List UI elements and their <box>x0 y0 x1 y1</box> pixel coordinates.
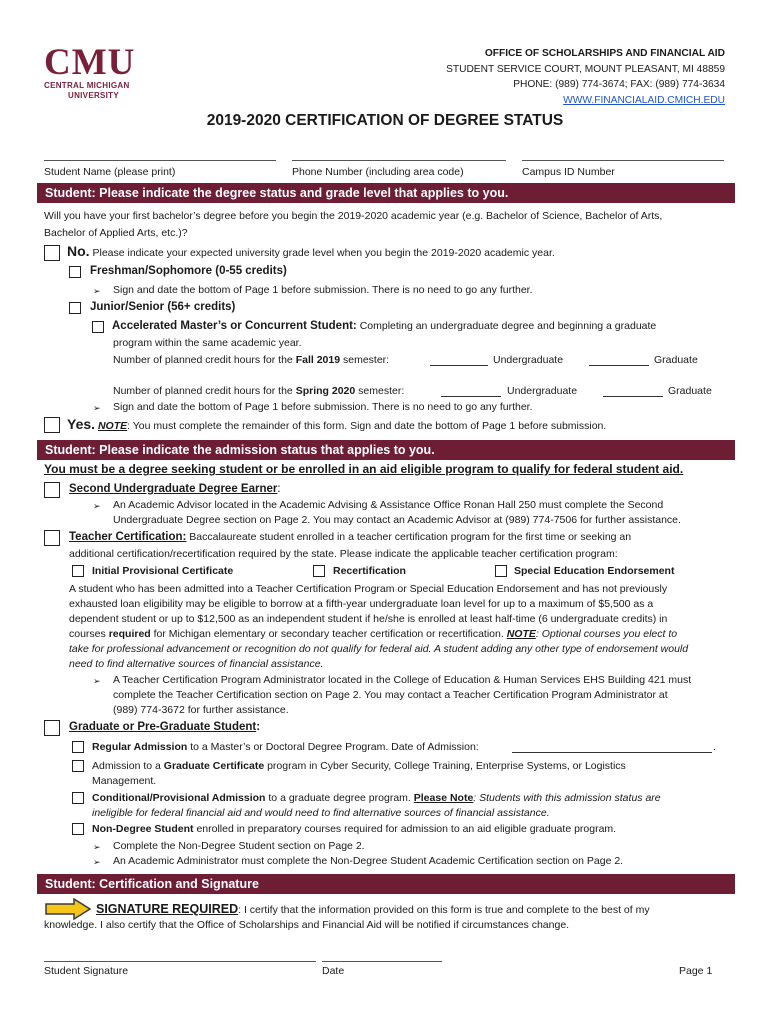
teacher-para-line4 <box>69 627 677 642</box>
spring-graduate-input[interactable] <box>603 386 663 397</box>
teacher-cert-row <box>69 530 631 545</box>
special-ed-label: Special Education Endorsement <box>514 565 675 577</box>
teacher-para-note: NOTE <box>506 628 536 640</box>
spring-term: Spring 2020 <box>295 385 356 397</box>
teacher-cert-text: Baccalaureate student enrolled in a teacher certification program for the first time or seeking an <box>189 531 632 543</box>
yes-row <box>67 417 606 434</box>
signature-required-text: : I certify that the information provided on this form is true and complete to the best of my <box>238 904 650 916</box>
section-header-admission-status: Student: Please indicate the admission status that applies to you. <box>37 440 735 460</box>
office-address: STUDENT SERVICE COURT, MOUNT PLEASANT, MI 48859 <box>446 63 725 75</box>
yes-note-label: NOTE <box>97 420 128 432</box>
form-title: 2019-2020 CERTIFICATION OF DEGREE STATUS <box>206 112 564 129</box>
arrow-bullet-icon: ➢ <box>93 857 101 867</box>
fall-credits-row <box>113 353 389 368</box>
page-number: Page 1 <box>679 965 713 977</box>
teacher-cert-label: Teacher Certification: <box>69 531 187 543</box>
recertification-label: Recertification <box>333 565 406 577</box>
graduate-certificate-text-line2: Management. <box>92 775 157 787</box>
teacher-para-l4c: for Michigan elementary or secondary teacher certification or recertification. <box>153 628 504 640</box>
teacher-para-l4a: courses <box>69 628 106 640</box>
no-row <box>67 244 555 261</box>
section-header-certification: Student: Certification and Signature <box>37 874 735 894</box>
freshman-note: Sign and date the bottom of Page 1 before submission. There is no need to go any further. <box>113 284 533 296</box>
yes-checkbox[interactable] <box>44 417 60 433</box>
conditional-admission-row <box>92 791 661 806</box>
signature-date-label: Date <box>322 965 345 977</box>
teacher-admin-line1: A Teacher Certification Program Administrator located in the College of Education & Human Services EHS Building 421 must <box>113 674 692 686</box>
spring-undergraduate-input[interactable] <box>441 386 501 397</box>
signature-date-field[interactable] <box>322 961 442 962</box>
fall-undergraduate-label: Undergraduate <box>493 354 564 366</box>
arrow-bullet-icon: ➢ <box>93 842 101 852</box>
fall-graduate-label: Graduate <box>654 354 698 366</box>
conditional-note-text: : Students with this admission status are <box>473 792 661 804</box>
fall-graduate-input[interactable] <box>589 355 649 366</box>
fall-undergraduate-input[interactable] <box>430 355 488 366</box>
teacher-admin-line3: (989) 774-3672 for further assistance. <box>113 704 289 716</box>
accelerated-label: Accelerated Master’s or Concurrent Student: <box>112 320 357 332</box>
conditional-note-text-line2: ineligible for federal financial aid and would need to find alternative sources of financial assistance. <box>92 807 550 819</box>
second-ug-checkbox[interactable] <box>44 482 60 498</box>
student-signature-field[interactable] <box>44 961 316 962</box>
teacher-cert-text-line2: additional certification/recertification required by the state. Please indicate the applicable teacher certification program: <box>69 548 618 560</box>
accelerated-row <box>112 319 656 334</box>
degree-question-line1: Will you have your first bachelor’s degree before you begin the 2019-2020 academic year (e.g. Bachelor of Science, Bachelor of Arts, <box>44 210 663 222</box>
teacher-para-line3: dependent student or up to $12,500 as an independent student if he/she is enrolled at least half-time (6 undergraduate credits) in <box>69 613 668 625</box>
phone-label: Phone Number (including area code) <box>292 166 464 178</box>
no-text: Please indicate your expected university grade level when you begin the 2019-2020 academic year. <box>92 247 555 259</box>
initial-provisional-checkbox[interactable] <box>72 565 84 577</box>
graduate-certificate-prefix: Admission to a <box>92 760 161 772</box>
no-checkbox[interactable] <box>44 245 60 261</box>
graduate-certificate-label: Graduate Certificate <box>163 760 265 772</box>
freshman-label: Freshman/Sophomore (0-55 credits) <box>90 265 287 277</box>
spring-undergraduate-label: Undergraduate <box>507 385 578 397</box>
student-signature-label: Student Signature <box>44 965 129 977</box>
logo-line2: UNIVERSITY <box>68 91 120 100</box>
second-ug-label: Second Undergraduate Degree Earner <box>69 483 278 495</box>
junior-checkbox[interactable] <box>69 302 81 314</box>
non-degree-row <box>92 822 616 837</box>
special-ed-checkbox[interactable] <box>495 565 507 577</box>
graduate-checkbox[interactable] <box>44 720 60 736</box>
cmu-logo <box>44 44 144 101</box>
spring-graduate-label: Graduate <box>668 385 712 397</box>
non-degree-note1: Complete the Non-Degree Student section on Page 2. <box>113 840 365 852</box>
second-ug-note-line1: An Academic Advisor located in the Academic Advising & Assistance Office Ronan Hall 250 must complete the Second <box>113 499 664 511</box>
fall-term: Fall 2019 <box>295 354 341 366</box>
admission-date-period: . <box>713 741 716 753</box>
office-phone: PHONE: (989) 774-3674; FAX: (989) 774-3634 <box>513 79 725 90</box>
yellow-arrow-icon <box>44 898 92 920</box>
campus-id-field[interactable] <box>522 160 724 161</box>
junior-note: Sign and date the bottom of Page 1 before submission. There is no need to go any further. <box>113 401 533 413</box>
regular-admission-label: Regular Admission <box>92 741 188 753</box>
graduate-certificate-text: program in Cyber Security, College Training, Enterprise Systems, or Logistics <box>267 760 626 772</box>
logo-line1: CENTRAL MICHIGAN <box>44 81 130 90</box>
non-degree-note2: An Academic Administrator must complete the Non-Degree Student Academic Certification section on Page 2. <box>113 855 624 867</box>
aid-requirement: You must be a degree seeking student or be enrolled in an aid eligible program to qualify for federal student aid. <box>44 462 684 476</box>
no-label: No. <box>67 243 90 259</box>
conditional-admission-text: to a graduate degree program. <box>268 792 411 804</box>
regular-admission-row <box>92 740 479 755</box>
signature-required-label: SIGNATURE REQUIRED <box>96 902 239 916</box>
recertification-checkbox[interactable] <box>313 565 325 577</box>
arrow-bullet-icon: ➢ <box>93 501 101 511</box>
initial-provisional-label: Initial Provisional Certificate <box>92 565 234 577</box>
second-ug-row: Second Undergraduate Degree Earner: <box>69 483 281 495</box>
teacher-para-l4d: : Optional courses you elect to <box>535 628 678 640</box>
accelerated-text-line2: program within the same academic year. <box>113 337 302 349</box>
conditional-note-label: Please Note <box>413 792 474 804</box>
admission-date-input[interactable] <box>512 742 712 753</box>
graduate-row: Graduate or Pre-Graduate Student: <box>69 721 261 733</box>
junior-label: Junior/Senior (56+ credits) <box>90 301 236 313</box>
graduate-certificate-checkbox[interactable] <box>72 760 84 772</box>
regular-admission-checkbox[interactable] <box>72 741 84 753</box>
teacher-para-line6: need to find alternative sources of financial assistance. <box>69 658 324 670</box>
signature-required-row <box>96 902 650 918</box>
fall-prefix: Number of planned credit hours for the <box>113 354 293 366</box>
campus-id-label: Campus ID Number <box>522 166 615 178</box>
non-degree-label: Non-Degree Student <box>92 823 194 835</box>
arrow-bullet-icon: ➢ <box>93 403 101 413</box>
conditional-admission-label: Conditional/Provisional Admission <box>92 792 266 804</box>
degree-question-line2: Bachelor of Applied Arts, etc.)? <box>44 227 188 239</box>
yes-note-text: : You must complete the remainder of this form. Sign and date the bottom of Page 1 before submission. <box>127 420 607 432</box>
teacher-cert-checkbox[interactable] <box>44 530 60 546</box>
fall-suffix: semester: <box>343 354 390 366</box>
student-name-label: Student Name (please print) <box>44 166 176 178</box>
teacher-para-line1: A student who has been admitted into a Teacher Certification Program or Special Education Endorsement and has not previously <box>69 583 668 595</box>
student-name-field[interactable] <box>44 160 276 161</box>
regular-admission-text: to a Master’s or Doctoral Degree Program. Date of Admission: <box>190 741 479 753</box>
office-name: OFFICE OF SCHOLARSHIPS AND FINANCIAL AID <box>484 48 725 59</box>
arrow-bullet-icon: ➢ <box>93 286 101 296</box>
teacher-para-l4b: required <box>108 628 151 640</box>
freshman-checkbox[interactable] <box>69 266 81 278</box>
phone-field[interactable] <box>292 160 506 161</box>
office-website-link[interactable]: WWW.FINANCIALAID.CMICH.EDU <box>563 94 725 106</box>
graduate-label: Graduate or Pre-Graduate Student <box>69 721 257 733</box>
logo-wordmark: CMU <box>44 42 136 83</box>
spring-credits-row <box>113 384 404 399</box>
teacher-admin-line2: complete the Teacher Certification section on Page 2. You may contact a Teacher Certification Program Administrator at <box>113 689 668 701</box>
signature-text-line2: knowledge. I also certify that the Office of Scholarships and Financial Aid will be notified if circumstances change. <box>44 919 570 931</box>
office-header <box>446 46 725 108</box>
spring-prefix: Number of planned credit hours for the <box>113 385 293 397</box>
accelerated-checkbox[interactable] <box>92 321 104 333</box>
conditional-admission-checkbox[interactable] <box>72 792 84 804</box>
second-ug-note-line2: Undergraduate Degree section on Page 2. You may contact an Academic Advisor at (989) 774-7506 for further assistance. <box>113 514 681 526</box>
yes-label: Yes. <box>67 416 96 432</box>
teacher-para-line2: exhausted loan eligibility may be eligible to borrow at a fifth-year undergraduate loan level for up to a maximum of $5,500 as a <box>69 598 654 610</box>
graduate-certificate-row <box>92 759 626 774</box>
spring-suffix: semester: <box>358 385 405 397</box>
arrow-bullet-icon: ➢ <box>93 676 101 686</box>
accelerated-text: Completing an undergraduate degree and beginning a graduate <box>359 320 657 332</box>
non-degree-text: enrolled in preparatory courses required for admission to an aid eligible graduate program. <box>196 823 617 835</box>
non-degree-checkbox[interactable] <box>72 823 84 835</box>
section-header-degree-status: Student: Please indicate the degree status and grade level that applies to you. <box>37 183 735 203</box>
teacher-para-line5: take for professional advancement or recognition do not qualify for federal aid. A student adding any other type of endorsement would <box>69 643 689 655</box>
